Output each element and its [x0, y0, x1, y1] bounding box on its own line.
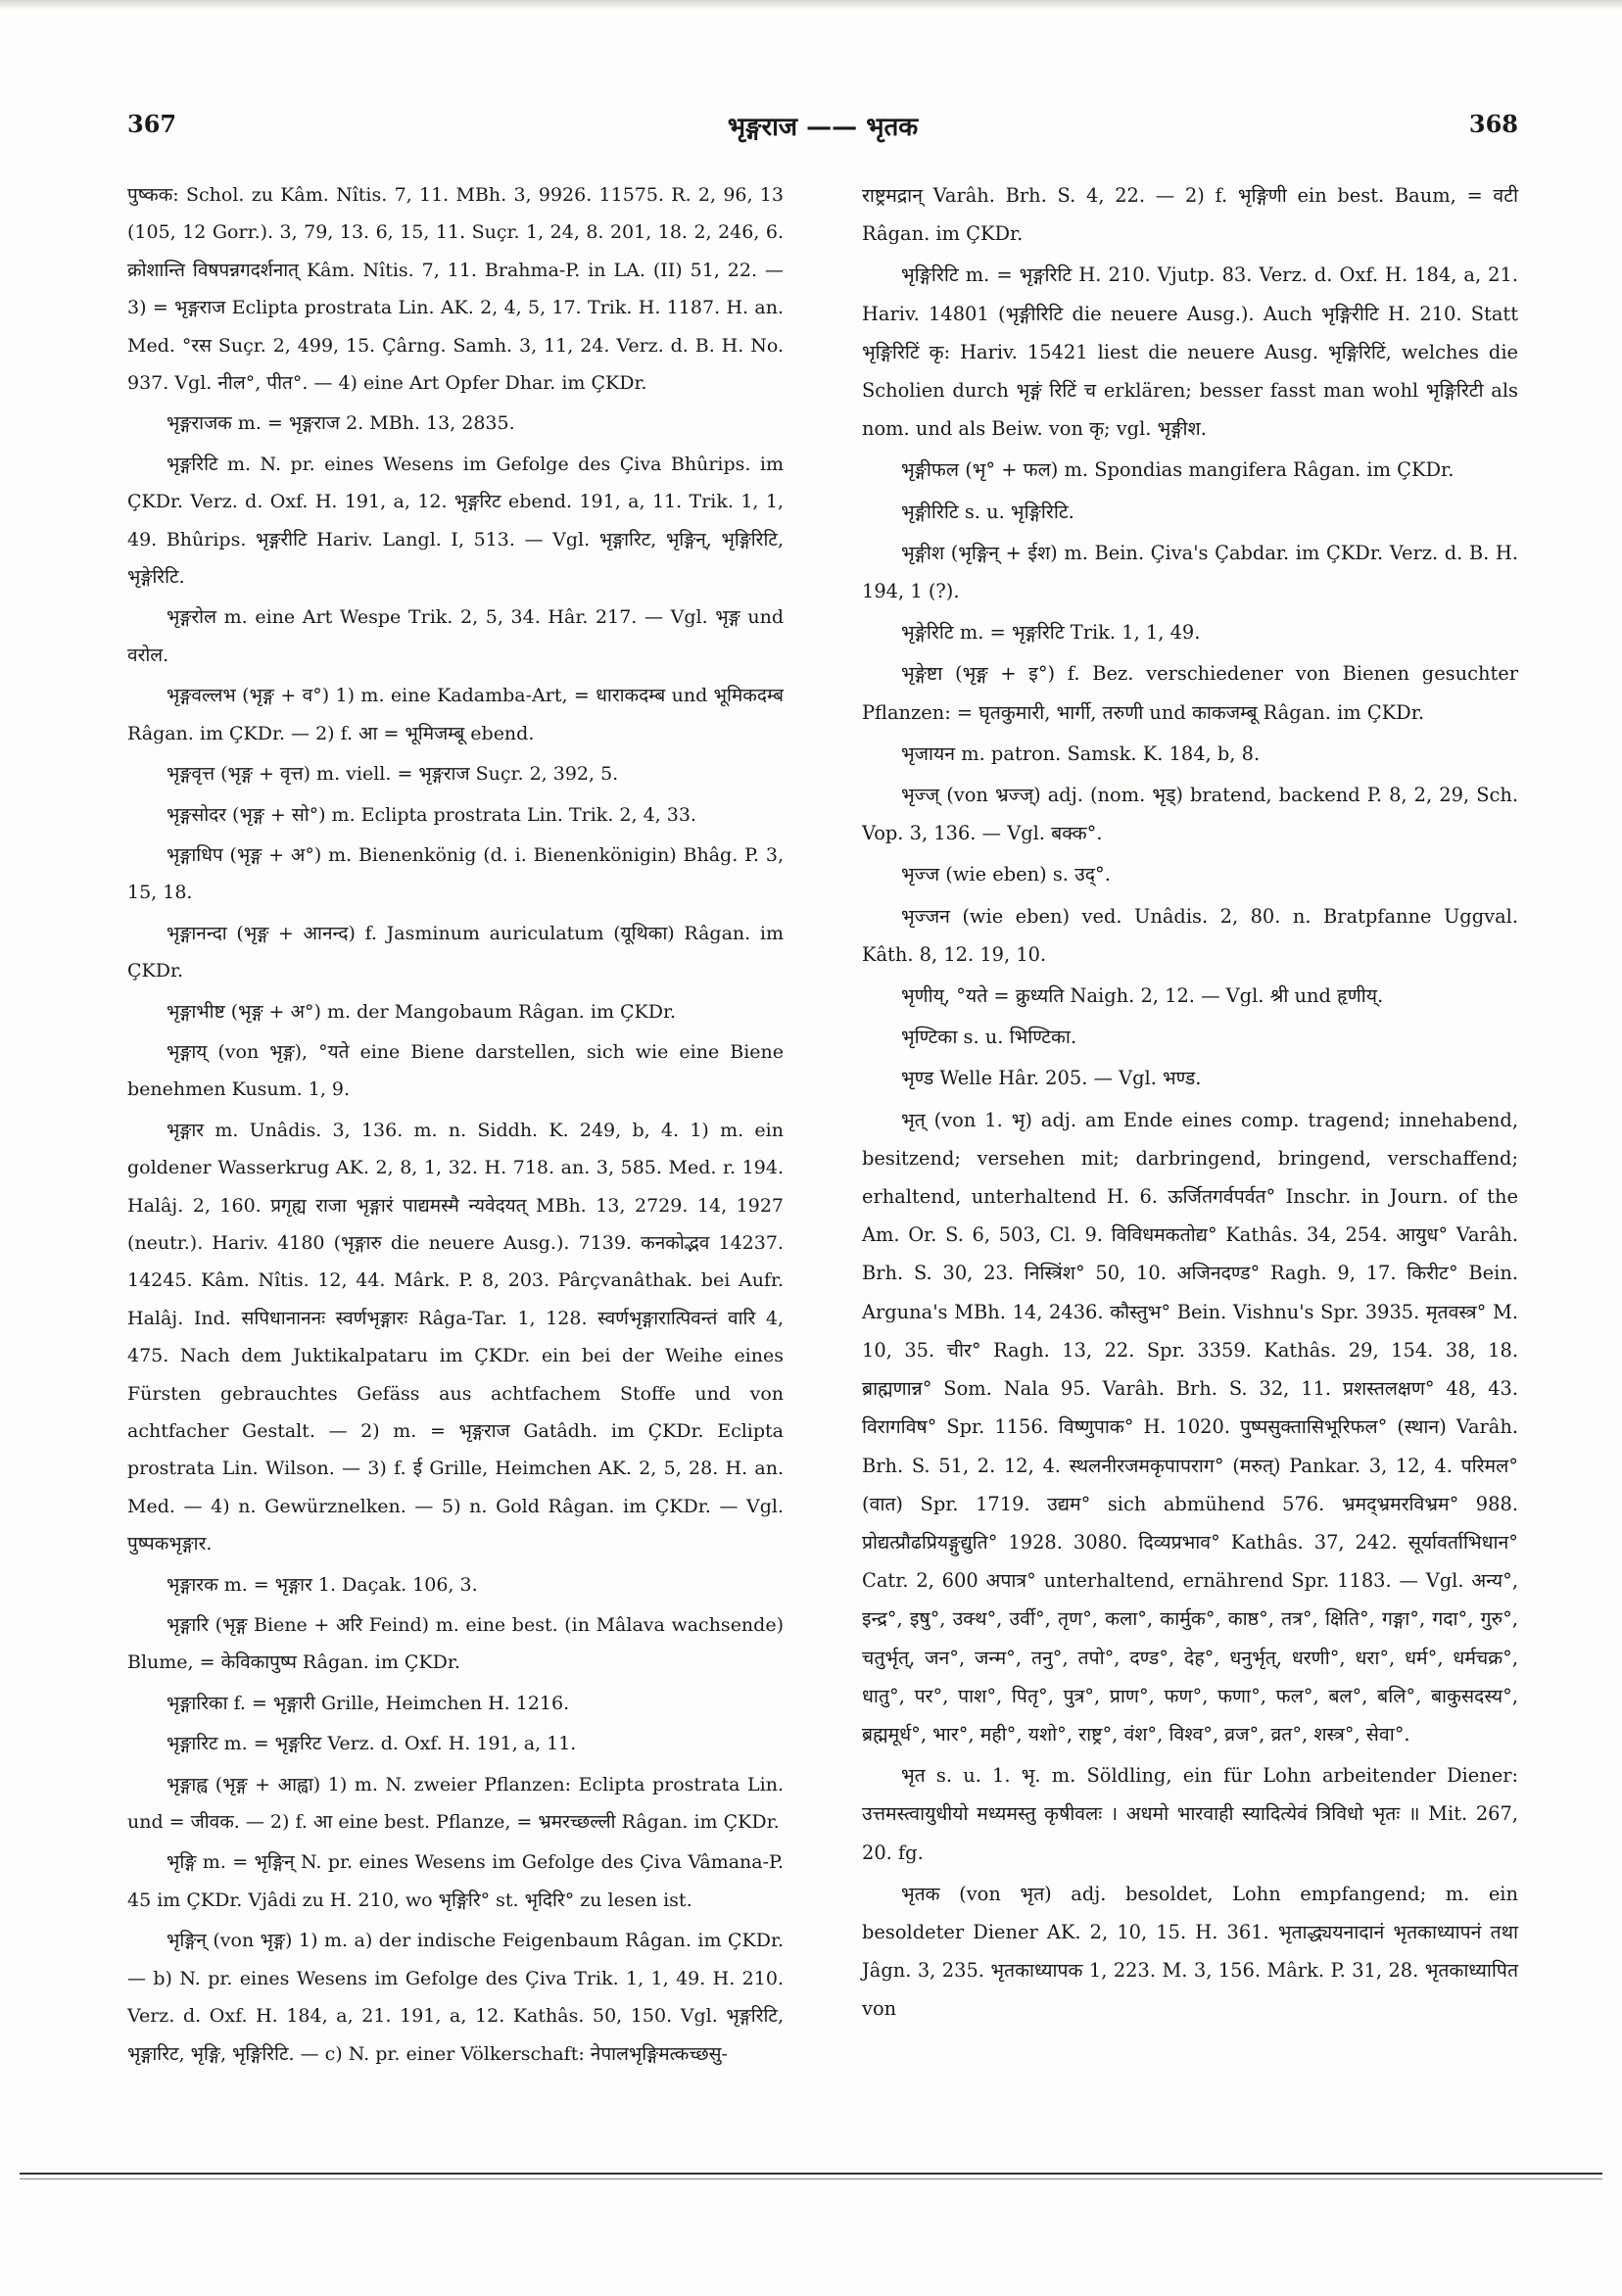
right-column — [862, 176, 1518, 2032]
dictionary-entry: भृङ्गाधिप (भृङ्ग + अ°) m. Bienenkönig (d. i. Bienenkönigin) Bhâg. P. 3, 15, 18. — [127, 843, 784, 904]
dictionary-entry: भृङ्गारिट m. = भृङ्गरिट Verz. d. Oxf. H. 191, a, 11. — [167, 1733, 577, 1755]
dictionary-entry: भृङ्गीरिटि s. u. भृङ्गिरिटि. — [901, 500, 1074, 523]
dictionary-entry: भृङ्गरिटि m. N. pr. eines Wesens im Gefolge des Çiva Bhûrips. im ÇKDr. Verz. d. Oxf. H. 191, a, 12. भृङ्गरिट ebend. 191, a, 11. Trik. 1, 1, 49. Bhûrips. भृङ्गरीटि Hariv. Langl. I, 513. — Vgl. भृङ्गारिट, भृङ्गिन्, भृङ्गिरिटि, भृङ्गेरिटि. — [127, 453, 784, 589]
dictionary-entry: भृङ्गारि (भृङ्ग Biene + अरि Feind) m. eine best. (in Mâlava wachsende) Blume, = केविकापुष्प Râgan. im ÇKDr. — [127, 1614, 784, 1674]
left-page-number: 367 — [127, 110, 177, 138]
dictionary-entry: भृङ्गरोल m. eine Art Wespe Trik. 2, 5, 34. Hâr. 217. — Vgl. भृङ्ग und वरोल. — [127, 606, 784, 666]
dictionary-entry: भृङ्गार m. Unâdis. 3, 136. m. n. Siddh. K. 249, b, 4. 1) m. ein goldener Wasserkrug AK. 2, 8, 1, 32. H. 718. an. 3, 585. Med. r. 194. Halâj. 2, 160. प्रगृह्य राजा भृङ्गारं पाद्यमस्मै न्यवेदयत् MBh. 13, 2729. 14, 1927 (neutr.). Hariv. 4180 (भृङ्गारु die neuere Ausg.). 7139. कनकोद्भव 14237. 14245. Kâm. Nîtis. 12, 44. Mârk. P. 8, 203. Pârçvanâthak. bei Aufr. Halâj. Ind. सपिधानाननः स्वर्णभृङ्गारः Râga-Tar. 1, 128. स्वर्णभृङ्गारात्पिवन्तं वारि 4, 475. Nach dem Juktikalpataru im ÇKDr. ein bei der Weihe eines Fürsten gebrauchtes Gefäss aus achtfachem Stoffe und von achtfacher Gestalt. — 2) m. = भृङ्गराज Gatâdh. im ÇKDr. Eclipta prostrata Lin. Wilson. — 3) f. ई Grille, Heimchen AK. 2, 5, 28. H. an. Med. — 4) n. Gewürznelken. — 5) n. Gold Râgan. im ÇKDr. — Vgl. पुष्पकभृङ्गार. — [127, 1119, 784, 1555]
dictionary-entry: भृङ्गानन्दा (भृङ्ग + आनन्द) f. Jasminum auriculatum (यूथिका) Râgan. im ÇKDr. — [127, 922, 784, 982]
dictionary-entry: भृजायन m. patron. Samsk. K. 184, b, 8. — [901, 741, 1261, 765]
dictionary-entry: भृङ्गाभीष्ट (भृङ्ग + अ°) m. der Mangobaum Râgan. im ÇKDr. — [167, 1000, 677, 1023]
dictionary-entry: भृण्ड Welle Hâr. 205. — Vgl. भण्ड. — [901, 1067, 1202, 1090]
dictionary-entry: भृङ्गसोदर (भृङ्ग + सो°) m. Eclipta prostrata Lin. Trik. 2, 4, 33. — [167, 803, 696, 826]
dictionary-entry: भृज्ज (wie eben) s. उद्°. — [901, 863, 1111, 886]
bottom-rule — [20, 2173, 1602, 2175]
page-header — [127, 110, 1518, 149]
dictionary-entry: भृङ्गेरिटि m. = भृङ्गरिटि Trik. 1, 1, 49. — [901, 621, 1201, 645]
scan-top-edge — [0, 0, 1622, 10]
dictionary-entry: भृङ्गिरिटि m. = भृङ्गरिटि H. 210. Vjutp. 83. Verz. d. Oxf. H. 184, a, 21. Hariv. 14801 (भृङ्गीरिटि die neuere Ausg.). Auch भृङ्गिरीटि H. 210. Statt भृङ्गिरिटिं कृ: Hariv. 15421 liest die neuere Ausg. भृङ्गिरिटिं, welches die Scholien durch भृङ्गं रिटिं च erklären; besser fasst man wohl भृङ्गिरिटी als nom. und als Beiw. von कृ; vgl. भृङ्गीश. — [862, 263, 1518, 441]
dictionary-entry: पुष्कक: Schol. zu Kâm. Nîtis. 7, 11. MBh. 3, 9926. 11575. R. 2, 96, 13 (105, 12 Gorr.). 3, 79, 13. 6, 15, 11. Suçr. 1, 24, 8. 201, 18. 2, 246, 6. क्रोशान्ति विषपन्नगदर्शनात् Kâm. Nîtis. 7, 11. Brahma-P. in LA. (II) 51, 22. — 3) = भृङ्गराज Eclipta prostrata Lin. AK. 2, 4, 5, 17. Trik. H. 1187. H. an. Med. °रस Suçr. 2, 499, 15. Çârng. Samh. 3, 11, 24. Verz. d. B. H. No. 937. Vgl. नील°, पीत°. — 4) eine Art Opfer Dhar. im ÇKDr. — [127, 184, 784, 395]
dictionary-entry: भृङ्गवल्लभ (भृङ्ग + व°) 1) m. eine Kadamba-Art, = धाराकदम्ब und भूमिकदम्ब Râgan. im ÇKDr. — 2) f. आ = भूमिजम्बू ebend. — [127, 685, 784, 744]
dictionary-entry: भृङ्गवृत्त (भृङ्ग + वृत्त) m. viell. = भृङ्गराज Suçr. 2, 392, 5. — [167, 763, 619, 786]
dictionary-entry: भृत s. u. 1. भृ. m. Söldling, ein für Lohn arbeitender Diener: उत्तमस्त्वायुधीयो मध्यमस्तु कृषीवलः । अधमो भारवाही स्यादित्येवं त्रिविधो भृतः ॥ Mit. 267, 20. fg. — [862, 1764, 1518, 1864]
dictionary-entry: भृङ्गीश (भृङ्गिन् + ईश) m. Bein. Çiva's Çabdar. im ÇKDr. Verz. d. B. H. 194, 1 (?). — [862, 541, 1518, 603]
dictionary-entry: भृङ्गारक m. = भृङ्गार 1. Daçak. 106, 3. — [167, 1573, 478, 1596]
dictionary-entry: भृणीय्, °यते = क्रुध्यति Naigh. 2, 12. — Vgl. श्री und हृणीय्. — [901, 984, 1384, 1008]
dictionary-entry: भृज्ज् (von भ्रज्ज्) adj. (nom. भृड्) bratend, backend P. 8, 2, 29, Sch. Vop. 3, 136. — Vgl. बक्क°. — [862, 784, 1518, 845]
dictionary-entry: भृङ्गाह्व (भृङ्ग + आह्वा) 1) m. N. zweier Pflanzen: Eclipta prostrata Lin. und = जीवक. — 2) f. आ eine best. Pflanze, = भ्रमरच्छल्ली Râgan. im ÇKDr. — [127, 1773, 784, 1834]
running-head: भृङ्गराज —— भृतक — [727, 113, 919, 142]
dictionary-entry: भृज्जन (wie eben) ved. Unâdis. 2, 80. n. Bratpfanne Uggval. Kâth. 8, 12. 19, 10. — [862, 904, 1518, 966]
dictionary-entry: भृङ्गिन् (von भृङ्ग) 1) m. a) der indische Feigenbaum Râgan. im ÇKDr. — b) N. pr. eines Wesens im Gefolge des Çiva Trik. 1, 1, 49. H. 210. Verz. d. Oxf. H. 184, a, 21. 191, a, 12. Kathâs. 50, 150. Vgl. भृङ्गरिटि, भृङ्गारिट, भृङ्गि, भृङ्गिरिटि. — c) N. pr. einer Völkerschaft: नेपालभृङ्गिमत्कच्छसु- — [127, 1930, 784, 2065]
left-column — [127, 176, 784, 2076]
dictionary-entry: राष्ट्रमद्रान् Varâh. Brh. S. 4, 22. — 2) f. भृङ्गिणी ein best. Baum, = वटी Râgan. im ÇKDr. — [862, 184, 1518, 246]
dictionary-entry: भृण्टिका s. u. भिण्टिका. — [901, 1026, 1077, 1049]
dictionary-entry: भृतक (von भृत) adj. besoldet, Lohn empfangend; m. ein besoldeter Diener AK. 2, 10, 15. H. 361. भृताद्ध्ययनादानं भृतकाध्यापनं तथा Jâgn. 3, 235. भृतकाध्यापक 1, 223. M. 3, 156. Mârk. P. 31, 28. भृतकाध्यापित von — [862, 1882, 1518, 2021]
right-page-number: 368 — [1468, 110, 1518, 138]
dictionary-entry: भृङ्गीफल (भृ° + फल) m. Spondias mangifera Râgan. im ÇKDr. — [901, 458, 1455, 482]
bottom-rule-thin — [20, 2178, 1602, 2179]
dictionary-entry: भृङ्गारिका f. = भृङ्गारी Grille, Heimchen H. 1216. — [167, 1692, 570, 1714]
dictionary-entry: भृङ्गाय् (von भृङ्ग), °यते eine Biene darstellen, sich wie eine Biene benehmen Kusum. 1, 9. — [127, 1040, 784, 1101]
dictionary-entry: भृङ्गेष्टा (भृङ्ग + इ°) f. Bez. verschiedener von Bienen gesuchter Pflanzen: = घृतकुमारी, भार्गी, तरुणी und काकजम्बू Râgan. im ÇKDr. — [862, 662, 1518, 724]
dictionary-entry: भृङ्गराजक m. = भृङ्गराज 2. MBh. 13, 2835. — [167, 412, 515, 435]
dictionary-entry: भृत् (von 1. भृ) adj. am Ende eines comp. tragend; innehabend, besitzend; versehen mit; darbringend, bringend, verschaffend; erhaltend, unterhaltend H. 6. ऊर्जितगर्वपर्वत° Inschr. in Journ. of the Am. Or. S. 6, 503, Cl. 9. विविधमकतोद्य° Kathâs. 34, 254. आयुध° Varâh. Brh. S. 30, 23. निस्त्रिंश° 50, 10. अजिनदण्ड° Ragh. 9, 17. किरीट° Bein. Arguna's MBh. 14, 2436. कौस्तुभ° Bein. Vishnu's Spr. 3935. मृतवस्त्र° M. 10, 35. चीर° Ragh. 13, 22. Spr. 3359. Kathâs. 29, 154. 38, 18. ब्राह्मणान्न° Som. Nala 95. Varâh. Brh. S. 32, 11. प्रशस्तलक्षण° 48, 43. विरागविष° Spr. 1156. विष्णुपाक° H. 1020. पुष्पसुक्तासिभूरिफल° (स्थान) Varâh. Brh. S. 51, 2. 12, 4. स्थलनीरजमकृपापराग° (मरुत्) Pankar. 3, 12, 4. परिमल° (वात) Spr. 1719. उद्यम° sich abmühend 576. भ्रमद्भ्रमरविभ्रम° 988. प्रोद्यत्प्रौढप्रियङ्गुद्युति° 1928. 3080. दिव्यप्रभाव° Kathâs. 37, 242. सूर्यावर्ताभिधान° Catr. 2, 600 अपात्र° unterhaltend, ernährend Spr. 1183. — Vgl. अन्य°, इन्द्र°, इषु°, उक्थ°, उर्वी°, तृण°, कला°, कार्मुक°, काष्ठ°, तत्र°, क्षिति°, गङ्गा°, गदा°, गुरु°, चतुर्भृत्, जन°, जन्म°, तनु°, तपो°, दण्ड°, देह°, धनुर्भृत्, धरणी°, धरा°, धर्म°, धर्मचक्र°, धातु°, पर°, पाश°, पितृ°, पुत्र°, प्राण°, फण°, फणा°, फल°, बल°, बलि°, बाकुसदस्य°, ब्रह्ममूर्ध°, भार°, मही°, यशो°, राष्ट्र°, वंश°, विश्व°, व्रज°, व्रत°, शस्त्र°, सेवा°. — [862, 1108, 1518, 1746]
dictionary-entry: भृङ्गि m. = भृङ्गिन् N. pr. eines Wesens im Gefolge des Çiva Vâmana-P. 45 im ÇKDr. Vjâdi zu H. 210, wo भृङ्गिरि° st. भृदिरि° zu lesen ist. — [127, 1851, 784, 1911]
